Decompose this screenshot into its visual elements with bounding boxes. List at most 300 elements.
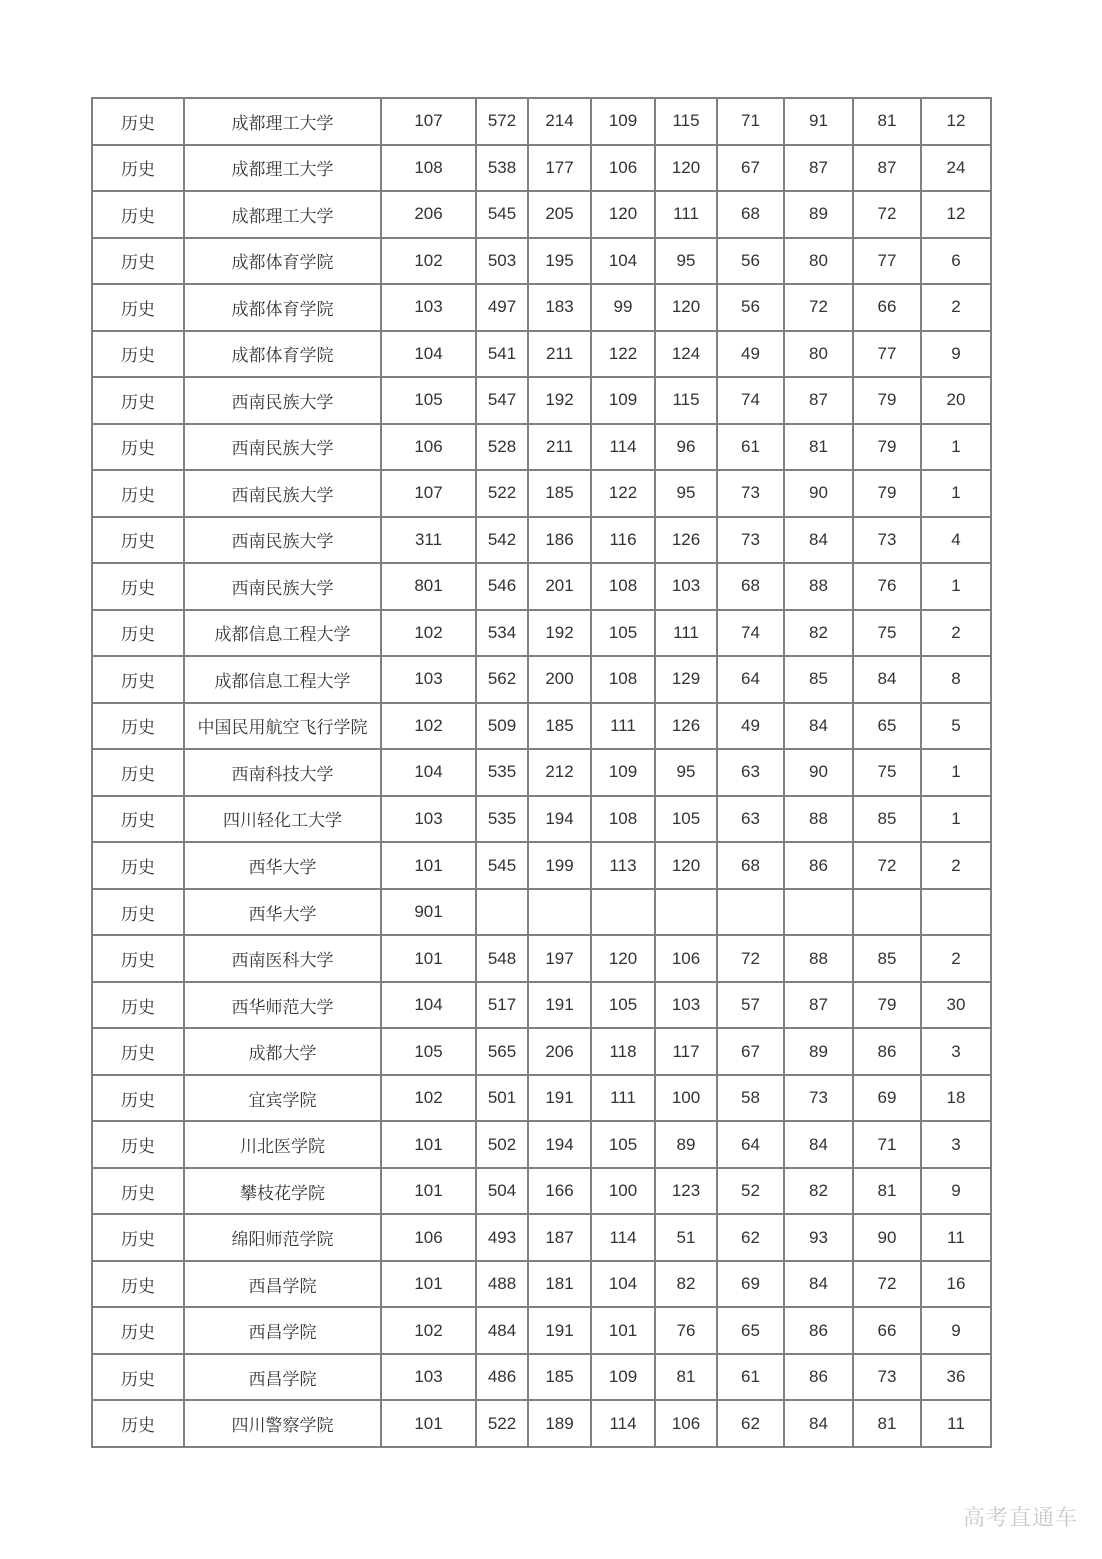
table-cell: 185	[528, 1354, 591, 1401]
table-cell: 历史	[92, 1354, 184, 1401]
table-row	[92, 1075, 991, 1122]
table-cell: 107	[381, 470, 476, 517]
table-row	[92, 1307, 991, 1354]
table-cell: 114	[591, 1400, 655, 1447]
table-cell: 501	[476, 1075, 528, 1122]
table-cell: 538	[476, 145, 528, 192]
table-cell: 120	[655, 284, 717, 331]
table-cell: 71	[853, 1121, 921, 1168]
table-cell: 69	[717, 1261, 784, 1308]
table-cell: 166	[528, 1168, 591, 1215]
table-cell: 73	[853, 1354, 921, 1401]
table-cell: 211	[528, 331, 591, 378]
table-cell: 109	[591, 1354, 655, 1401]
table-cell: 123	[655, 1168, 717, 1215]
table-cell: 75	[853, 749, 921, 796]
table-cell: 56	[717, 284, 784, 331]
table-cell: 189	[528, 1400, 591, 1447]
table-row	[92, 1400, 991, 1447]
table-cell: 西昌学院	[184, 1307, 381, 1354]
table-cell: 历史	[92, 331, 184, 378]
table-cell: 历史	[92, 470, 184, 517]
table-cell: 历史	[92, 656, 184, 703]
table-cell: 历史	[92, 1261, 184, 1308]
table-cell: 546	[476, 563, 528, 610]
table-cell: 102	[381, 1307, 476, 1354]
table-cell: 历史	[92, 1075, 184, 1122]
table-cell: 192	[528, 377, 591, 424]
table-cell: 73	[717, 470, 784, 517]
table-cell: 84	[784, 517, 853, 564]
table-cell: 111	[591, 703, 655, 750]
table-cell: 成都信息工程大学	[184, 610, 381, 657]
table-cell	[717, 889, 784, 936]
table-cell: 58	[717, 1075, 784, 1122]
table-cell: 104	[381, 982, 476, 1029]
table-cell: 84	[784, 1121, 853, 1168]
table-cell: 85	[784, 656, 853, 703]
table-cell: 115	[655, 377, 717, 424]
table-cell: 90	[853, 1214, 921, 1261]
table-cell: 122	[591, 470, 655, 517]
table-cell: 65	[717, 1307, 784, 1354]
table-cell: 历史	[92, 749, 184, 796]
table-cell: 105	[655, 796, 717, 843]
table-row	[92, 1214, 991, 1261]
table-cell: 攀枝花学院	[184, 1168, 381, 1215]
table-cell: 36	[921, 1354, 991, 1401]
table-cell: 1	[921, 749, 991, 796]
table-row	[92, 424, 991, 471]
table-cell: 102	[381, 238, 476, 285]
table-cell: 541	[476, 331, 528, 378]
table-row	[92, 935, 991, 982]
table-cell: 801	[381, 563, 476, 610]
table-cell: 111	[655, 610, 717, 657]
table-cell: 4	[921, 517, 991, 564]
table-cell: 73	[853, 517, 921, 564]
table-cell: 522	[476, 1400, 528, 1447]
table-row	[92, 331, 991, 378]
table-cell: 79	[853, 982, 921, 1029]
table-cell: 206	[528, 1028, 591, 1075]
table-cell: 49	[717, 703, 784, 750]
table-cell: 12	[921, 191, 991, 238]
table-cell: 109	[591, 377, 655, 424]
table-cell: 562	[476, 656, 528, 703]
table-cell: 195	[528, 238, 591, 285]
table-row	[92, 238, 991, 285]
table-cell: 历史	[92, 842, 184, 889]
table-cell: 522	[476, 470, 528, 517]
table-cell: 11	[921, 1214, 991, 1261]
table-cell: 105	[591, 982, 655, 1029]
table-cell: 101	[381, 935, 476, 982]
table-cell: 100	[655, 1075, 717, 1122]
table-row	[92, 1354, 991, 1401]
table-cell: 101	[381, 1121, 476, 1168]
table-cell: 80	[784, 238, 853, 285]
table-cell: 104	[381, 331, 476, 378]
table-cell: 79	[853, 470, 921, 517]
table-cell: 72	[784, 284, 853, 331]
table-cell: 63	[717, 796, 784, 843]
table-cell	[591, 889, 655, 936]
table-cell: 89	[655, 1121, 717, 1168]
table-cell: 104	[381, 749, 476, 796]
table-cell: 85	[853, 796, 921, 843]
table-cell: 86	[784, 1354, 853, 1401]
table-cell: 108	[591, 656, 655, 703]
table-cell: 548	[476, 935, 528, 982]
table-cell: 109	[591, 98, 655, 145]
table-cell: 124	[655, 331, 717, 378]
table-cell: 129	[655, 656, 717, 703]
table-cell: 96	[655, 424, 717, 471]
table-cell: 103	[655, 982, 717, 1029]
table-row	[92, 982, 991, 1029]
table-cell: 102	[381, 1075, 476, 1122]
table-cell: 6	[921, 238, 991, 285]
table-cell: 81	[655, 1354, 717, 1401]
table-cell: 103	[381, 796, 476, 843]
table-cell: 79	[853, 377, 921, 424]
table-row	[92, 749, 991, 796]
table-cell: 西南民族大学	[184, 424, 381, 471]
table-cell: 194	[528, 1121, 591, 1168]
table-cell: 504	[476, 1168, 528, 1215]
table-cell: 1	[921, 424, 991, 471]
table-cell: 74	[717, 377, 784, 424]
table-cell: 68	[717, 191, 784, 238]
table-cell: 104	[591, 238, 655, 285]
table-cell: 84	[784, 703, 853, 750]
table-cell: 120	[655, 145, 717, 192]
table-row	[92, 703, 991, 750]
table-cell: 76	[853, 563, 921, 610]
table-cell: 486	[476, 1354, 528, 1401]
table-cell: 114	[591, 1214, 655, 1261]
table-cell: 90	[784, 470, 853, 517]
table-cell: 3	[921, 1028, 991, 1075]
table-cell: 9	[921, 1307, 991, 1354]
table-cell: 212	[528, 749, 591, 796]
table-cell: 历史	[92, 238, 184, 285]
table-cell: 517	[476, 982, 528, 1029]
table-cell: 历史	[92, 1400, 184, 1447]
table-cell: 西南民族大学	[184, 517, 381, 564]
table-cell: 122	[591, 331, 655, 378]
table-cell: 历史	[92, 1307, 184, 1354]
table-cell: 103	[381, 284, 476, 331]
table-cell: 111	[591, 1075, 655, 1122]
table-cell: 历史	[92, 145, 184, 192]
table-row	[92, 796, 991, 843]
table-cell: 24	[921, 145, 991, 192]
table-cell: 120	[655, 842, 717, 889]
table-cell: 64	[717, 1121, 784, 1168]
table-cell: 81	[853, 1168, 921, 1215]
table-cell: 542	[476, 517, 528, 564]
table-cell: 95	[655, 238, 717, 285]
table-cell: 528	[476, 424, 528, 471]
table-cell: 72	[853, 191, 921, 238]
table-cell: 历史	[92, 796, 184, 843]
table-cell: 2	[921, 935, 991, 982]
table-cell: 西华大学	[184, 889, 381, 936]
table-cell	[655, 889, 717, 936]
table-cell: 52	[717, 1168, 784, 1215]
table-cell: 72	[717, 935, 784, 982]
table-cell: 82	[655, 1261, 717, 1308]
table-cell: 105	[591, 610, 655, 657]
table-cell: 57	[717, 982, 784, 1029]
table-cell: 65	[853, 703, 921, 750]
table-cell: 106	[655, 935, 717, 982]
table-cell: 103	[381, 656, 476, 703]
table-cell: 565	[476, 1028, 528, 1075]
table-row	[92, 656, 991, 703]
table-cell: 88	[784, 796, 853, 843]
table-cell: 488	[476, 1261, 528, 1308]
table-cell: 63	[717, 749, 784, 796]
table-cell: 114	[591, 424, 655, 471]
table-cell: 成都理工大学	[184, 191, 381, 238]
table-cell: 71	[717, 98, 784, 145]
table-cell: 历史	[92, 1214, 184, 1261]
table-cell: 82	[784, 1168, 853, 1215]
table-cell: 87	[784, 145, 853, 192]
table-row	[92, 842, 991, 889]
table-cell: 历史	[92, 982, 184, 1029]
table-cell: 545	[476, 191, 528, 238]
table-cell: 86	[784, 842, 853, 889]
table-cell: 84	[784, 1261, 853, 1308]
table-cell: 成都理工大学	[184, 98, 381, 145]
table-cell: 113	[591, 842, 655, 889]
table-cell: 99	[591, 284, 655, 331]
table-row	[92, 470, 991, 517]
table-cell: 历史	[92, 377, 184, 424]
table-cell: 历史	[92, 563, 184, 610]
table-cell: 111	[655, 191, 717, 238]
table-cell: 62	[717, 1400, 784, 1447]
table-cell: 72	[853, 1261, 921, 1308]
table-cell: 509	[476, 703, 528, 750]
table-cell: 201	[528, 563, 591, 610]
table-cell: 497	[476, 284, 528, 331]
table-cell: 84	[853, 656, 921, 703]
table-cell: 81	[853, 1400, 921, 1447]
table-cell	[853, 889, 921, 936]
table-cell: 3	[921, 1121, 991, 1168]
table-cell: 成都理工大学	[184, 145, 381, 192]
table-cell: 12	[921, 98, 991, 145]
table-row	[92, 517, 991, 564]
table-cell: 79	[853, 424, 921, 471]
table-cell: 历史	[92, 191, 184, 238]
table-cell: 185	[528, 703, 591, 750]
table-cell: 572	[476, 98, 528, 145]
table-cell: 74	[717, 610, 784, 657]
admission-scores-table	[91, 97, 992, 1448]
table-cell: 西昌学院	[184, 1354, 381, 1401]
table-cell: 2	[921, 284, 991, 331]
table-row	[92, 145, 991, 192]
table-cell: 545	[476, 842, 528, 889]
table-cell: 1	[921, 470, 991, 517]
table-cell: 西华师范大学	[184, 982, 381, 1029]
table-cell: 484	[476, 1307, 528, 1354]
table-cell: 49	[717, 331, 784, 378]
table-cell: 191	[528, 1075, 591, 1122]
table-cell: 95	[655, 470, 717, 517]
table-cell: 73	[717, 517, 784, 564]
table-cell: 120	[591, 191, 655, 238]
table-cell: 101	[381, 842, 476, 889]
table-cell: 183	[528, 284, 591, 331]
table-cell: 187	[528, 1214, 591, 1261]
table-row	[92, 1028, 991, 1075]
table-cell: 84	[784, 1400, 853, 1447]
table-cell: 20	[921, 377, 991, 424]
table-cell: 901	[381, 889, 476, 936]
table-cell: 西南民族大学	[184, 563, 381, 610]
table-cell: 91	[784, 98, 853, 145]
table-cell: 9	[921, 1168, 991, 1215]
table-row	[92, 191, 991, 238]
table-cell: 历史	[92, 284, 184, 331]
table-cell: 108	[381, 145, 476, 192]
table-cell: 68	[717, 563, 784, 610]
table-cell: 87	[784, 982, 853, 1029]
table-cell: 105	[591, 1121, 655, 1168]
table-cell: 211	[528, 424, 591, 471]
table-cell: 宜宾学院	[184, 1075, 381, 1122]
table-cell: 81	[784, 424, 853, 471]
table-cell: 86	[853, 1028, 921, 1075]
table-cell: 102	[381, 703, 476, 750]
table-cell: 历史	[92, 1168, 184, 1215]
table-cell: 历史	[92, 935, 184, 982]
table-cell: 199	[528, 842, 591, 889]
table-cell: 502	[476, 1121, 528, 1168]
table-cell: 80	[784, 331, 853, 378]
table-cell: 历史	[92, 1028, 184, 1075]
table-cell: 成都体育学院	[184, 331, 381, 378]
table-cell: 绵阳师范学院	[184, 1214, 381, 1261]
table-cell: 11	[921, 1400, 991, 1447]
table-cell: 75	[853, 610, 921, 657]
table-cell: 192	[528, 610, 591, 657]
table-cell: 206	[381, 191, 476, 238]
table-cell: 214	[528, 98, 591, 145]
table-cell: 191	[528, 982, 591, 1029]
table-cell: 72	[853, 842, 921, 889]
table-cell: 117	[655, 1028, 717, 1075]
table-cell: 8	[921, 656, 991, 703]
table-cell: 106	[591, 145, 655, 192]
table-cell: 191	[528, 1307, 591, 1354]
table-cell: 534	[476, 610, 528, 657]
table-cell: 181	[528, 1261, 591, 1308]
table-cell: 成都体育学院	[184, 284, 381, 331]
table-cell: 109	[591, 749, 655, 796]
table-cell: 93	[784, 1214, 853, 1261]
table-cell: 81	[853, 98, 921, 145]
table-cell: 1	[921, 563, 991, 610]
table-cell: 66	[853, 284, 921, 331]
table-cell: 116	[591, 517, 655, 564]
table-cell: 106	[655, 1400, 717, 1447]
table-cell: 194	[528, 796, 591, 843]
table-cell	[784, 889, 853, 936]
table-cell: 68	[717, 842, 784, 889]
table-cell: 历史	[92, 424, 184, 471]
table-cell: 西南民族大学	[184, 377, 381, 424]
table-cell: 西昌学院	[184, 1261, 381, 1308]
table-cell: 1	[921, 796, 991, 843]
table-row	[92, 889, 991, 936]
table-cell: 88	[784, 563, 853, 610]
table-cell: 104	[591, 1261, 655, 1308]
table-cell	[921, 889, 991, 936]
table-cell: 547	[476, 377, 528, 424]
watermark: 高考直通车	[962, 1505, 1078, 1530]
table-cell: 197	[528, 935, 591, 982]
table-cell: 90	[784, 749, 853, 796]
table-cell: 535	[476, 796, 528, 843]
table-cell: 77	[853, 331, 921, 378]
table-cell: 205	[528, 191, 591, 238]
table-row	[92, 1121, 991, 1168]
table-cell: 106	[381, 424, 476, 471]
table-cell: 四川警察学院	[184, 1400, 381, 1447]
table-cell: 118	[591, 1028, 655, 1075]
table-cell: 历史	[92, 610, 184, 657]
table-cell: 100	[591, 1168, 655, 1215]
table-cell: 200	[528, 656, 591, 703]
table-cell: 105	[381, 1028, 476, 1075]
table-cell: 87	[784, 377, 853, 424]
table-cell: 535	[476, 749, 528, 796]
table-cell: 67	[717, 1028, 784, 1075]
table-cell: 历史	[92, 1121, 184, 1168]
table-cell: 成都信息工程大学	[184, 656, 381, 703]
table-cell: 2	[921, 842, 991, 889]
table-cell: 16	[921, 1261, 991, 1308]
table-cell: 108	[591, 563, 655, 610]
table-cell: 126	[655, 517, 717, 564]
table-cell: 311	[381, 517, 476, 564]
table-cell: 67	[717, 145, 784, 192]
table-cell: 120	[591, 935, 655, 982]
table-cell: 62	[717, 1214, 784, 1261]
table-cell: 历史	[92, 517, 184, 564]
table-cell: 西南民族大学	[184, 470, 381, 517]
table-cell: 61	[717, 1354, 784, 1401]
table-cell: 103	[655, 563, 717, 610]
table-cell: 64	[717, 656, 784, 703]
table-cell	[476, 889, 528, 936]
table-cell: 493	[476, 1214, 528, 1261]
table-cell: 89	[784, 191, 853, 238]
table-cell: 88	[784, 935, 853, 982]
table-cell: 95	[655, 749, 717, 796]
table-cell: 成都体育学院	[184, 238, 381, 285]
table-cell: 85	[853, 935, 921, 982]
table-cell: 105	[381, 377, 476, 424]
